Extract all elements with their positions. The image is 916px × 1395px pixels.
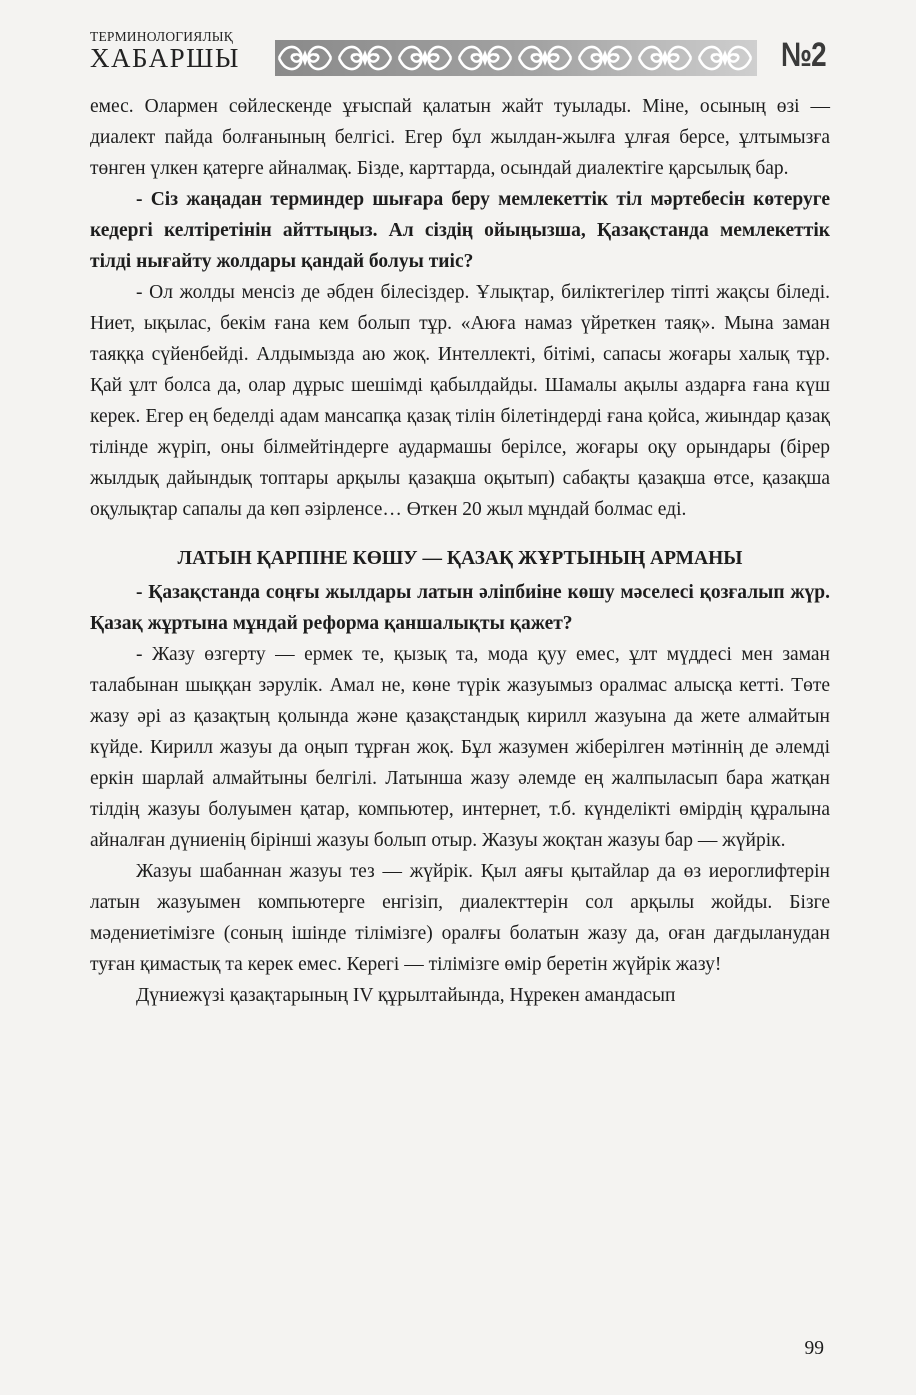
paragraph: Жазуы шабаннан жазуы тез — жүйрік. Қыл аяғы қытайлар да өз иероглифтерін латын жазуымен компьютерге енгізіп, диалекттерін сол арқылы жойды. Бізге мәдениетімізге (соның ішінде тілімізге) оралғы болатын жазу да, оған дағдыланудан туған қимастық та керек емес. Керегі — тілімізге өмір беретін жүйрік жазу! [90,861,830,975]
interview-answer: - Жазу өзгерту — ермек те, қызық та, мода қуу емес, ұлт мүддесі мен заман талабынан шыққан зәрулік. Амал не, көне түрік жазуымыз оралмас алысқа кетті. Төте жазу әрі аз қазақтың қолында және қазақстандық кирилл жазуына да жете алмайтын күйде. Кирилл жазуы да оңып тұрған жоқ. Бұл жазумен жіберілген мәтіннің де әлемді еркін шарлай алмайтыны белгілі. Латынша жазу әлемде ең жалпыласып бара жатқан тілдің жазуы болуымен қатар, компьютер, интернет, т.б. күнделікті өмірдің құралына айналған дүниенің бірінші жазуы болып отыр. Жазуы жоқтан жазуы бар — жүйрік. [90,644,830,851]
interview-question: - Қазақстанда соңғы жылдары латын әліпбиіне көшу мәселесі қозғалып жүр. Қазақ жұртына мұндай реформа қаншалықты қажет? [90,582,830,634]
journal-title-line1: ТЕРМИНОЛОГИЯЛЫҚ [90,29,233,44]
section-heading: ЛАТЫН ҚАРПІНЕ КӨШУ — ҚАЗАҚ ЖҰРТЫНЫҢ АРМАНЫ [177,548,743,569]
interview-answer: - Ол жолды менсіз де әбден білесіздер. Ұлықтар, биліктегілер тіпті жақсы біледі. Ниет, ықылас, бекім ғана кем болып тұр. «Аюға намаз үйреткен таяқ». Мына заман таяққа сүйенбейді. Алдымызда аю жоқ. Интеллекті, бітімі, сапасы жоғары халық тұр. Қай ұлт болса да, олар дұрыс шешімді қабылдайды. Шамалы ақылы аздарға ғана күш керек. Егер ең беделді адам мансапқа қазақ тілін білетіндерді ғана қойса, жиындар қазақ тілінде жүріп, оны білмейтіндерге аудармашы берілсе, жоғары оқу орындары (бірер жылдық дайындық топтары арқылы қазақша оқытып) сабақты қазақша өтсе, қазақша оқулықтар сапалы да көп әзірленсе… Өткен 20 жыл мұндай болмас еді. [90,282,830,520]
issue-number: №2 [781,36,826,74]
running-header [90,30,830,82]
paragraph: Дүниежүзі қазақтарының IV құрылтайында, Нұрекен амандасып [136,985,676,1006]
article-body [90,91,830,1011]
paragraph: емес. Олармен сөйлескенде ұғыспай қалатын жайт туылады. Міне, осының өзі — диалект пайда болғанының белгісі. Егер бұл жылдан-жылға ұлғая берсе, ұлтымызға төнген үлкен қатерге айналмақ. Бізде, карттарда, осындай диалектіге қарсылық бар. [90,96,830,179]
interview-question: - Сіз жаңадан терминдер шығара беру мемлекеттік тіл мәртебесін көтеруге кедергі келтіретінін айттыңыз. Ал сіздің ойыңызша, Қазақстанда мемлекеттік тілді нығайту жолдары қандай болуы тиіс? [90,189,830,272]
page-number: 99 [804,1338,824,1359]
kazakh-ornament-icon [275,40,757,76]
journal-title [90,30,240,72]
journal-title-line2: ХАБАРШЫ [90,42,240,73]
